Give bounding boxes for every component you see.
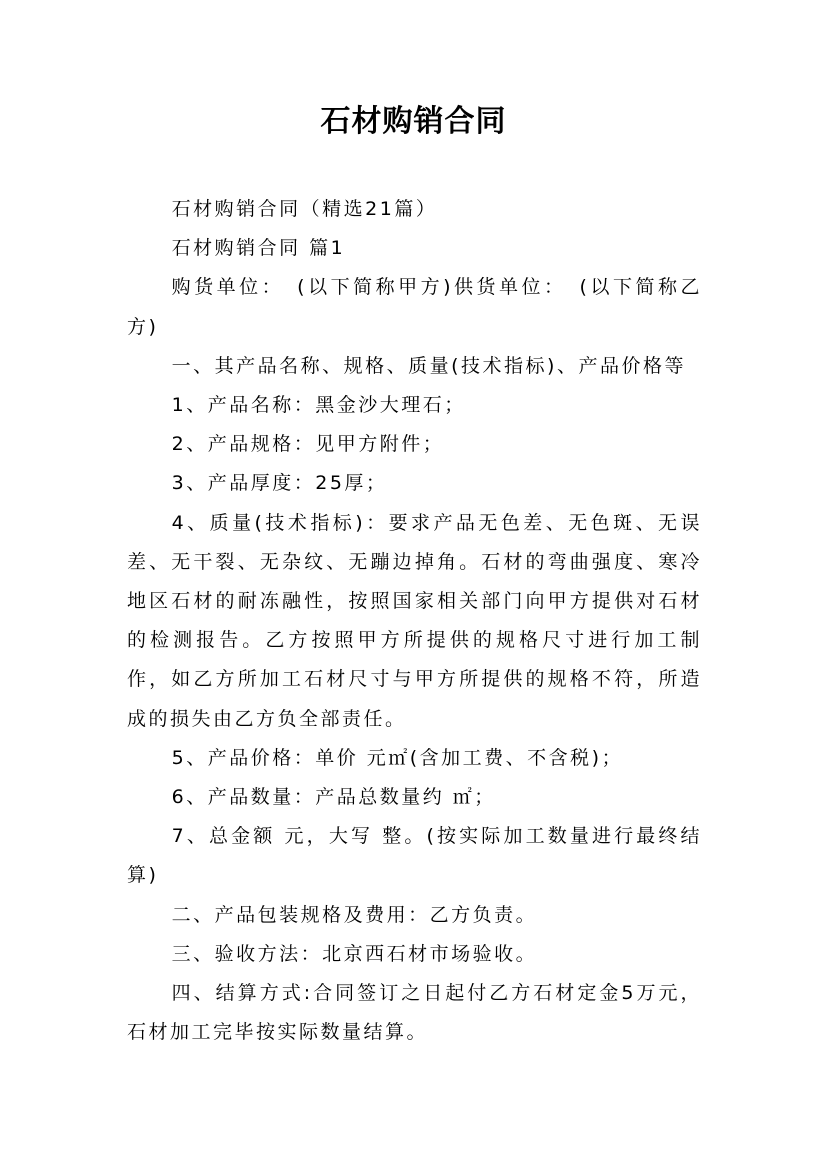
paragraph-clause-4: 四、结算方式:合同签订之日起付乙方石材定金5万元，石材加工完毕按实际数量结算。 [127, 982, 702, 1044]
document-title: 石材购销合同 [320, 104, 507, 139]
paragraph-parties: 购货单位： (以下简称甲方)供货单位： (以下简称乙方) [127, 276, 702, 338]
paragraph-section-heading: 石材购销合同 篇1 [171, 237, 346, 260]
paragraph-quantity: 6、产品数量：产品总数量约 ㎡； [171, 786, 496, 809]
paragraph-total-amount: 7、总金额 元，大写 整。(按实际加工数量进行最终结算) [127, 825, 702, 887]
paragraph-product-name: 1、产品名称：黑金沙大理石； [171, 394, 466, 417]
paragraph-clause-1: 一、其产品名称、规格、质量(技术指标)、产品价格等 [171, 354, 686, 377]
paragraph-quality: 4、质量(技术指标)：要求产品无色差、无色斑、无误差、无干裂、无杂纹、无蹦边掉角。石材的弯曲强度、寒冷地区石材的耐冻融性，按照国家相关部门向甲方提供对石材的检测报告。乙方按照甲方所提供的规格尺寸进行加工制作，如乙方所加工石材尺寸与甲方所提供的规格不符，所造成的损失由乙方负全部责任。 [127, 511, 702, 730]
document-body [127, 190, 702, 1052]
paragraph-subtitle: 石材购销合同（精选21篇） [171, 198, 438, 220]
paragraph-product-thickness: 3、产品厚度：25厚； [171, 472, 388, 495]
paragraph-clause-3: 三、验收方法：北京西石材市场验收。 [171, 942, 538, 965]
paragraph-price: 5、产品价格：单价 元㎡(含加工费、不含税)； [171, 746, 624, 769]
paragraph-product-spec: 2、产品规格：见甲方附件； [171, 433, 445, 456]
paragraph-clause-2: 二、产品包装规格及费用：乙方负责。 [171, 903, 538, 926]
